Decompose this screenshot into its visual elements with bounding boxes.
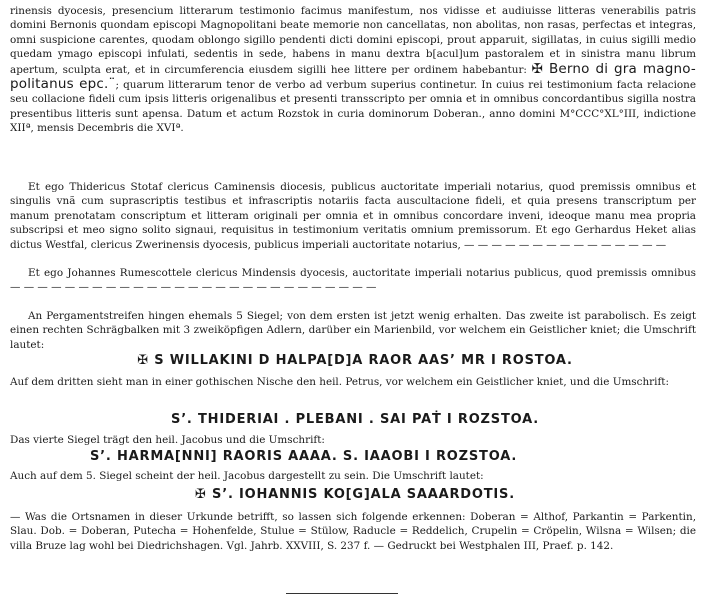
seal-inscription-third: S’. THIDERIAI . PLEBANI . SAI PAṪ I ROZSTOA. <box>171 412 539 427</box>
closing-rule <box>286 593 398 594</box>
seal-inscription-fourth: S’. HARMA[NNI] RAORIS AAAA. S. IAAOBI I ROZSTOA. <box>90 449 518 464</box>
paragraph-notary-johannes: Et ego Johannes Rumescottele clericus Mindensis dyocesis, auctoritate imperiali notarius publicus, quod premissis omnibus — — — — — — — — — — — — — — — — — — — — — — — — — — — <box>10 267 696 294</box>
paragraph-seal-description: An Pergamentstreifen hingen ehemals 5 Siegel; von dem ersten ist jetzt wenig erhalten. Das zweite ist parabolisch. Es zeigt einen rechten Schrägbalken mit 3 zweiköpfigen Adlern, darüber ein Marienbild, vor welchem ein Geistlicher kniet; die Umschrift lautet: <box>10 310 696 351</box>
charter-text-part2: ; quarum litterarum tenor de verbo ad verbum superius continetur. In cuius rei testimonium facta relacione seu collacione fideli cum ipsis litteris origenalibus et presenti transscripto per omnia et in omnibus concordantibus sigilla nostra presentibus litteris sunt apensa. Datum et actum Rozstok in curia dominorum Doberan., anno domini M°CCC°XL°III, indictione XIIª, mensis Decembris die XVIª. <box>10 79 697 135</box>
paragraph-third-seal: Auf dem dritten sieht man in einer gothischen Nische den heil. Petrus, vor welchem ein Geistlicher kniet, und die Umschrift: <box>10 376 669 388</box>
charter-text-part1: rinensis dyocesis, presencium litterarum testimonio facimus manifestum, nos vidisse et audiuisse litteras venerabilis patris domini Bernonis quondam episcopi Magnopolitani beate memorie non cancellatas, non abolitas, non rasas, perfectas et integras, omni suspicione carentes, quodam oblongo sigillo pendenti dicti domini episcopi, prout apparuit, sigillatas, in cuius sigilli medio quedam ymago episcopi infulati, sedentis in sede, habens in manu dextra b[acul]um pastoralem et in sinistra manu librum apertum, sculpta erat, et in circumferencia eiusdem sigilli hee littere per ordinem habebantur: <box>10 5 696 76</box>
paragraph-notary-thidericus: Et ego Thidericus Stotaf clericus Caminensis diocesis, publicus auctoritate imperiali notarius, quod premissis omnibus et singulis vnã cum suprascriptis testibus et infrascriptis notariis facta auscultacione fideli, et quia presens transcriptum per manum prenotatam conscriptum et litteram originali per omnia et in omnibus concordare inveni, ideoque manu mea propria subscripsi et meo signo solito signaui, requisitus in testimonium veritatis omnium premissorum. Et ego Gerhardus Heket alias dictus Westfal, clericus Zwerinensis dyocesis, publicus imperiali auctoritate notarius, — — — — — — — — — — — — — — — <box>10 181 696 251</box>
seal-inscription-second: ✠ S WILLAKINI D HALPA[D]A RAOR AAS’ MR I ROSTOA. <box>137 353 573 368</box>
paragraph-place-names-note: — Was die Ortsnamen in dieser Urkunde betrifft, so lassen sich folgende erkennen: Doberan = Althof, Parkantin = Parkentin, Slau. Dob. = Doberan, Putecha = Hohenfelde, Stulue = Stülow, Raducle = Reddelich, Crupelin = Cröpelin, Wilsna = Wilsen; die villa Bruze lag wohl bei Diedrichshagen. Vgl. Jahrb. XXVIII, S. 237 f. — Gedruckt bei Westphalen III, Praef. p. 142. <box>10 511 696 552</box>
seal-inscription-fifth: ✠ S’. IOHANNIS KO[G]ALA SAAARDOTIS. <box>195 487 515 502</box>
seal-inscription-berno: ✠ Berno di gra magno-politanus epc.¨ <box>10 60 696 93</box>
paragraph-fifth-seal: Auch auf dem 5. Siegel scheint der heil. Jacobus dargestellt zu sein. Die Umschrift lautet: <box>10 470 484 482</box>
paragraph-fourth-seal: Das vierte Siegel trägt den heil. Jacobus und die Umschrift: <box>10 434 325 446</box>
paragraph-charter-text <box>10 4 696 136</box>
